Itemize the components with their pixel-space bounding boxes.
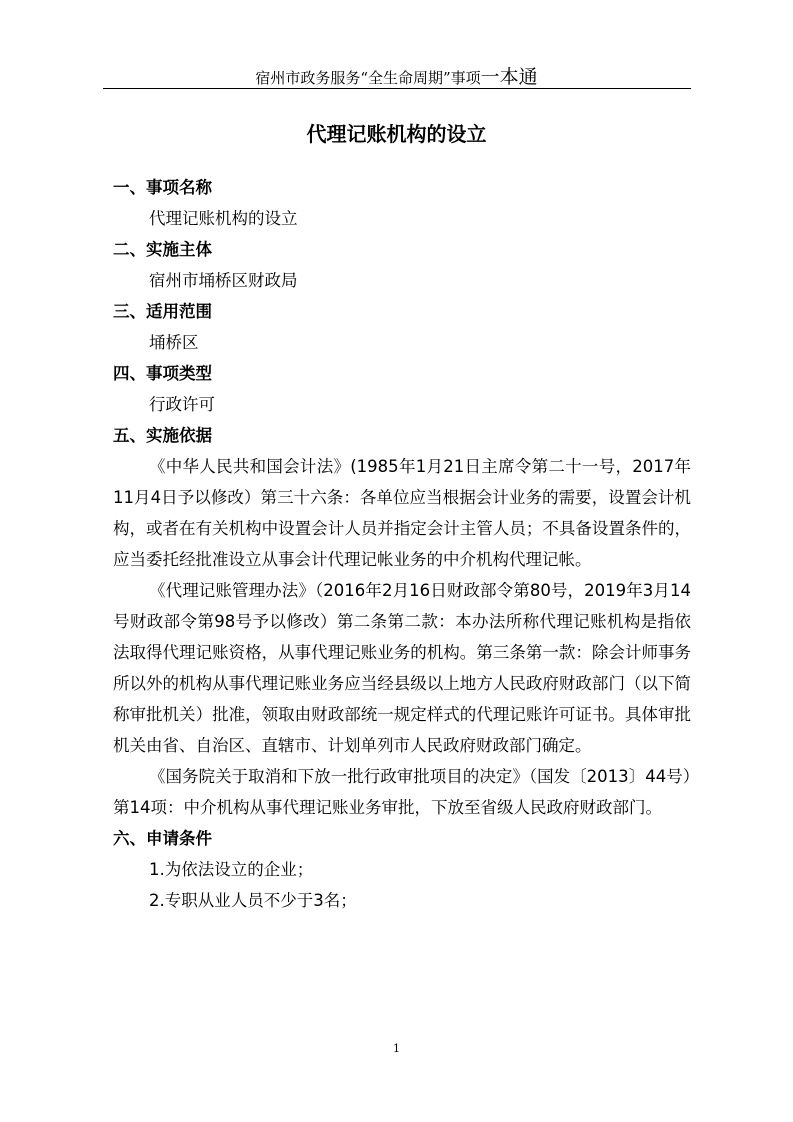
header-text-tail: 一本通 bbox=[480, 66, 538, 88]
document-title: 代理记账机构的设立 bbox=[306, 122, 487, 146]
page-number: 1 bbox=[393, 1042, 400, 1055]
basis-paragraph-state-council: 《国务院关于取消和下放一批行政审批项目的决定》（国发〔2013〕44号）第14项：中介机构从事代理记账业务审批，下放至省级人民政府财政部门。 bbox=[113, 767, 691, 817]
section-value-subject: 宿州市埇桥区财政局 bbox=[149, 271, 298, 290]
document-body bbox=[113, 172, 691, 916]
basis-paragraph-accounting-law: 《中华人民共和国会计法》(1985年1月21日主席令第二十一号，2017年11月4日予以修改）第三十六条：各单位应当根据会计业务的需要，设置会计机构，或者在有关机构中设置会计人员并指定会计主管人员；不具备设置条件的，应当委托经批准设立从事会计代理记帐业务的中介机构代理记帐。 bbox=[113, 457, 691, 569]
section-heading-conditions: 六、申请条件 bbox=[113, 829, 212, 848]
header-rule bbox=[103, 88, 691, 89]
condition-item: 2.专职从业人员不少于3名； bbox=[149, 891, 357, 910]
section-heading-type: 四、事项类型 bbox=[113, 364, 212, 383]
section-heading-basis: 五、实施依据 bbox=[113, 426, 212, 445]
section-value-type: 行政许可 bbox=[149, 395, 215, 414]
section-value-name: 代理记账机构的设立 bbox=[149, 209, 298, 228]
condition-item: 1.为依法设立的企业； bbox=[149, 860, 314, 879]
section-heading-scope: 三、适用范围 bbox=[113, 302, 212, 321]
header-text: 宿州市政务服务“全生命周期”事项 bbox=[255, 69, 481, 87]
section-value-scope: 埇桥区 bbox=[149, 333, 199, 352]
section-heading-subject: 二、实施主体 bbox=[113, 240, 212, 259]
basis-paragraph-bookkeeping-measures: 《代理记账管理办法》（2016年2月16日财政部令第80号，2019年3月14号财政部令第98号予以修改）第二条第二款：本办法所称代理记账机构是指依法取得代理记账资格，从事代理记账业务的机构。第三条第一款：除会计师事务所以外的机构从事代理记账业务应当经县级以上地方人民政府财政部门（以下简称审批机关）批准，领取由财政部统一规定样式的代理记账许可证书。具体审批机关由省、自治区、直辖市、计划单列市人民政府财政部门确定。 bbox=[113, 581, 691, 755]
running-header bbox=[0, 62, 793, 89]
section-heading-name: 一、事项名称 bbox=[113, 178, 212, 197]
